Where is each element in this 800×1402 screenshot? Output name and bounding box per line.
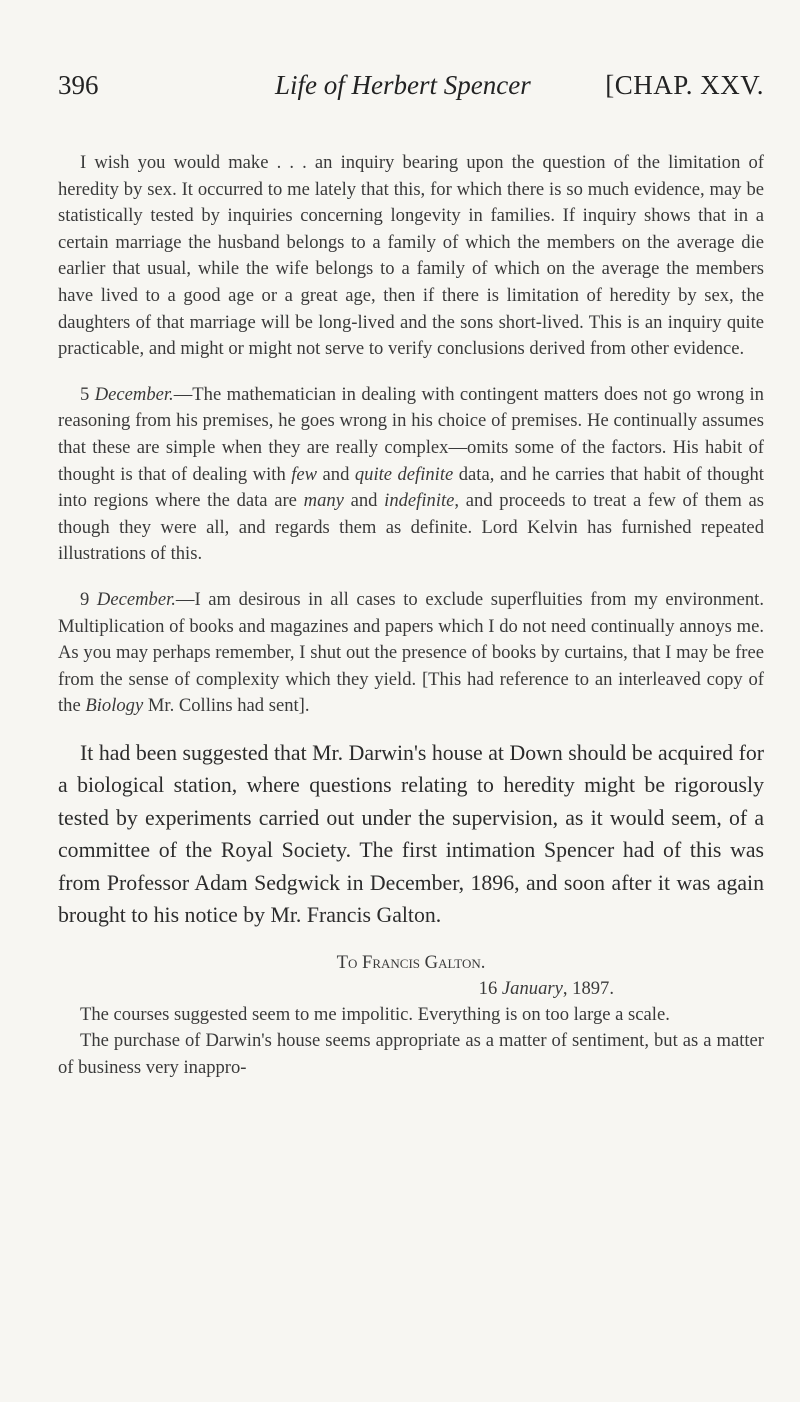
letter-date [58,976,764,1002]
running-title: Life of Herbert Spencer [275,70,531,100]
narrative-paragraph: It had been suggested that Mr. Darwin's house at Down should be acquired for a biological station, where questions relating to heredity might be rigorously tested by experiments carried out under the supervision, as it would seem, of a committee of the Royal Society. The first intimation Spencer had of this was from Professor Adam Sedgwick in December, 1896, and soon after it was again brought to his notice by Mr. Francis Galton. [58,740,764,928]
letter-extract-5-december [58,382,764,568]
letter-paragraph: The courses suggested seem to me impolitic. Everything is on too large a scale. [80,1003,670,1025]
page-number: 396 [58,70,99,100]
emphasis: many [303,490,344,512]
letter-extract-heredity: I wish you would make . . . an inquiry bearing upon the question of the limitation of heredity by sex. It occurred to me lately that this, for which there is so much evidence, may be statistically tested by inquiries concerning longevity in families. If inquiry shows that in a certain marriage the husband belongs to a family of which the members on the average die earlier that usual, while the wife belongs to a family of which on the average the members have lived to a good age or a great age, then if there is limitation of heredity by sex, the daughters of that marriage will be long-lived and the sons short-lived. This is an inquiry quite practicable, and might or might not serve to verify conclusions derived from other evidence. [58,152,764,360]
date-month: January [501,977,563,999]
letter-paragraph: The purchase of Darwin's house seems appropriate as a matter of sentiment, but as a matter of business very inappro- [58,1030,764,1079]
text-run: Mr. Collins had sent]. [143,695,310,717]
letter-heading: To Francis Galton. [336,951,486,973]
emphasis: Biology [85,695,144,717]
chapter-label: [CHAP. XXV. [605,70,764,100]
emphasis: few [291,463,318,485]
body-text [58,150,764,1082]
letter-to-galton [58,950,764,1082]
running-head [58,70,764,110]
entry-date-month: December. [96,588,176,610]
entry-date-month: December. [94,383,174,405]
text-run: data, and he carries that habit of thought into regions where the data are [58,463,764,512]
text-run: and [317,463,355,485]
emphasis: quite definite [354,463,454,485]
date-year: , 1897. [562,977,614,999]
text-run: —The mathematician in dealing with contingent matters does not go wrong in reasoning from his premises, he goes wrong in his choice of premises. He continually assumes that these are simple when they are really complex—omits some of the factors. His habit of thought is that of dealing with [58,383,764,485]
text-run: , and proceeds to treat a few of them as though they were all, and regards them as definite. Lord Kelvin has furnished repeated illustrations of this. [58,490,765,565]
date-day: 16 [478,977,498,999]
emphasis: indefinite [384,490,455,512]
entry-date-day: 5 [80,383,90,405]
text-run: and [343,490,385,512]
letter-extract-9-december [58,587,764,720]
entry-date-day: 9 [80,588,90,610]
text-run: —I am desirous in all cases to exclude superfluities from my environment. Multiplication of books and magazines and papers which I do not need continually annoys me. As you may perhaps remember, I shut out the presence of books by curtains, that I may be free from the sense of complexity which they yield. [This had reference to an interleaved copy of the [58,588,764,717]
